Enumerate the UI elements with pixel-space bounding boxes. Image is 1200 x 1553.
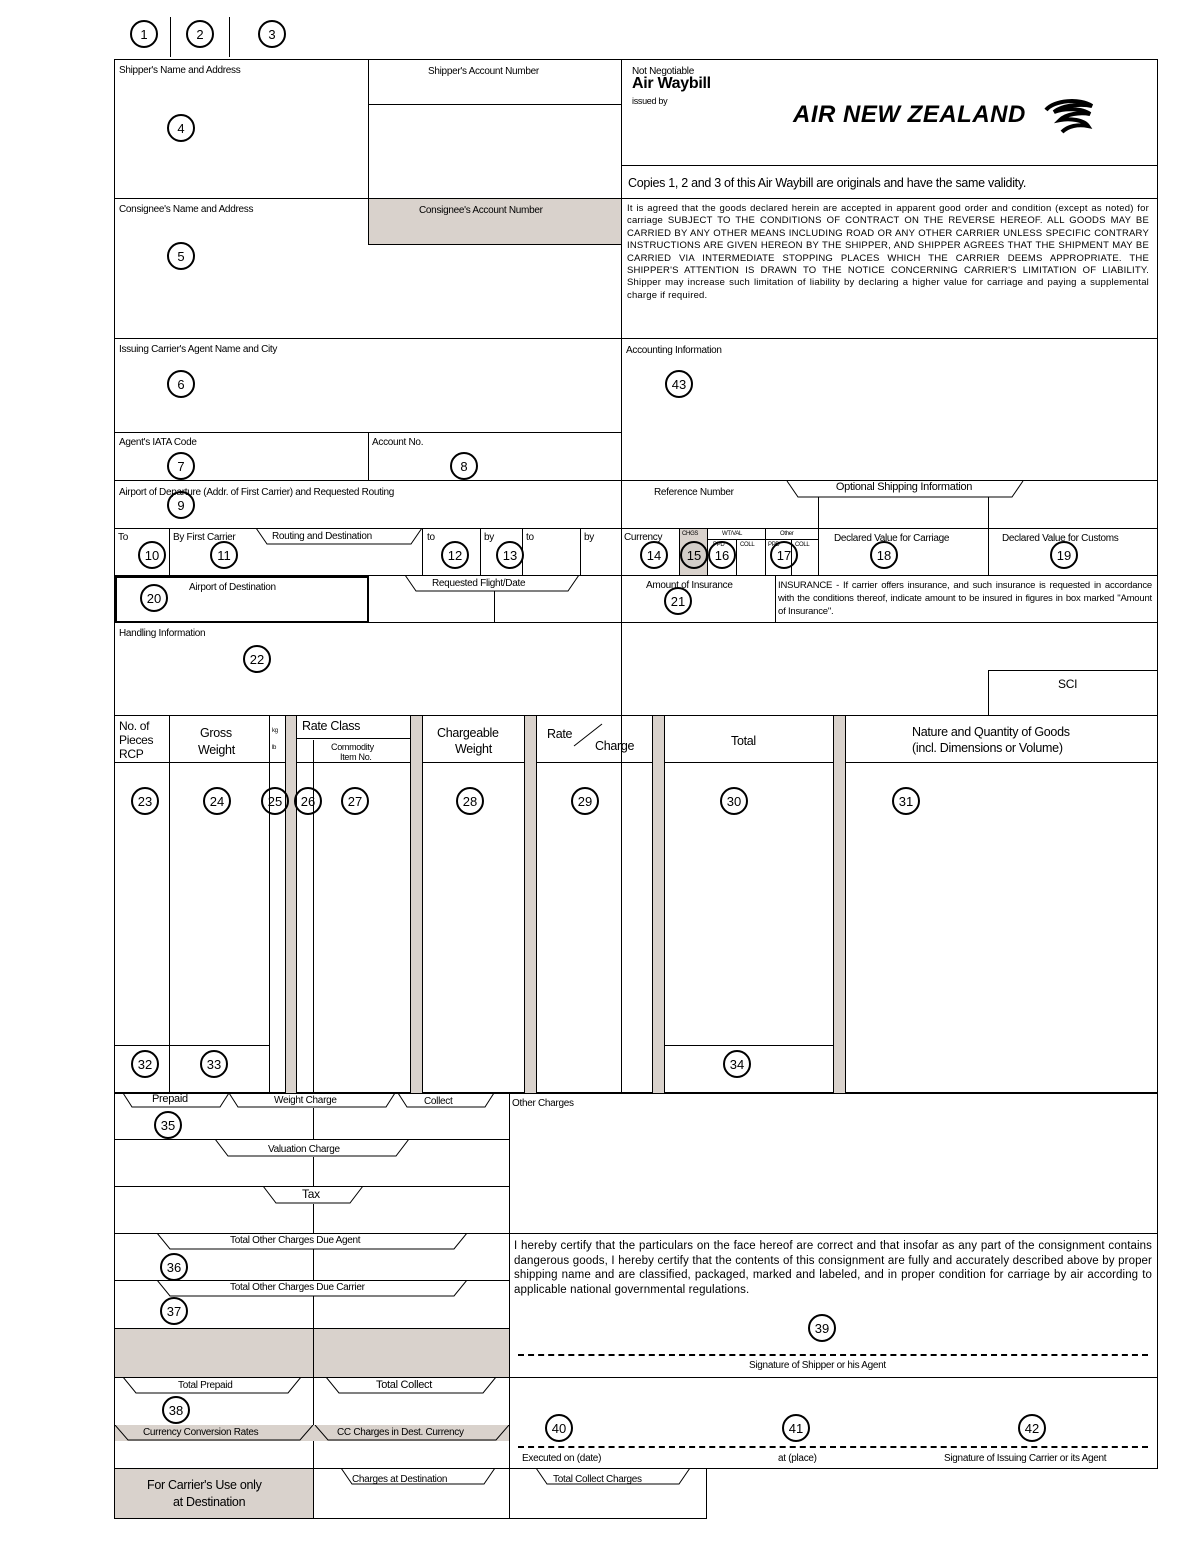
marker-4: 4 <box>167 114 195 142</box>
at-destination-label: at Destination <box>173 1495 246 1509</box>
consignee-name-label: Consignee's Name and Address <box>119 204 254 215</box>
marker-34: 34 <box>723 1050 751 1078</box>
marker-24: 24 <box>203 787 231 815</box>
ppd2-label: PPD <box>768 542 780 548</box>
shipper-name-label: Shipper's Name and Address <box>119 65 241 76</box>
marker-41: 41 <box>782 1414 810 1442</box>
at-place-label: at (place) <box>778 1453 817 1464</box>
marker-25: 25 <box>261 787 289 815</box>
other-charges-label: Other Charges <box>512 1098 574 1109</box>
declared-carriage-label: Declared Value for Carriage <box>834 533 950 544</box>
marker-11: 11 <box>210 541 238 569</box>
shipper-account-label: Shipper's Account Number <box>428 66 539 77</box>
divider <box>170 17 171 57</box>
marker-36: 36 <box>160 1253 188 1281</box>
carrier-use-shade <box>115 1469 313 1519</box>
agent-iata-label: Agent's IATA Code <box>119 437 197 448</box>
koru-logo-icon <box>1040 96 1098 136</box>
carrier-signature-label: Signature of Issuing Carrier or its Agent <box>944 1453 1107 1464</box>
marker-5: 5 <box>167 242 195 270</box>
valuation-label: Valuation Charge <box>268 1144 340 1155</box>
copies-note: Copies 1, 2 and 3 of this Air Waybill are originals and have the same validity. <box>628 176 1027 190</box>
prepaid-label: Prepaid <box>152 1093 188 1105</box>
marker-8: 8 <box>450 452 478 480</box>
marker-19: 19 <box>1050 541 1078 569</box>
conversion-label: Currency Conversion Rates <box>143 1427 259 1438</box>
total-collect-label: Total Collect <box>376 1379 433 1391</box>
chgs-label: CHGS <box>682 531 699 537</box>
marker-1: 1 <box>130 20 158 48</box>
consignee-account-label: Consignee's Account Number <box>419 205 543 216</box>
marker-21: 21 <box>664 587 692 615</box>
gross-label: Gross <box>200 726 232 740</box>
marker-12: 12 <box>441 541 469 569</box>
airport-destination-label: Airport of Destination <box>189 582 276 593</box>
total-label: Total <box>731 734 756 748</box>
marker-38: 38 <box>162 1396 190 1424</box>
marker-40: 40 <box>545 1414 573 1442</box>
coll2-label: COLL <box>795 542 810 548</box>
marker-16: 16 <box>708 541 736 569</box>
marker-15: 15 <box>680 541 708 569</box>
marker-27: 27 <box>341 787 369 815</box>
marker-23: 23 <box>131 787 159 815</box>
marker-14: 14 <box>640 541 668 569</box>
marker-22: 22 <box>243 645 271 673</box>
nature-dimensions-label: (incl. Dimensions or Volume) <box>912 741 1063 755</box>
shaded-block <box>115 1329 509 1377</box>
ppd-label: PPD <box>713 542 725 548</box>
nature-label: Nature and Quantity of Goods <box>912 725 1070 739</box>
marker-37: 37 <box>160 1297 188 1325</box>
rate-class-label: Rate Class <box>302 719 361 733</box>
marker-39: 39 <box>808 1314 836 1342</box>
shipper-signature-label: Signature of Shipper or his Agent <box>749 1360 886 1371</box>
to-label: To <box>118 532 128 543</box>
marker-10: 10 <box>138 541 166 569</box>
due-carrier-label: Total Other Charges Due Carrier <box>230 1282 365 1293</box>
marker-20: 20 <box>140 584 168 612</box>
lb-label: lb <box>272 745 277 751</box>
marker-32: 32 <box>131 1050 159 1078</box>
marker-35: 35 <box>154 1111 182 1139</box>
by3-label: by <box>584 532 594 543</box>
cc-charges-label: CC Charges in Dest. Currency <box>337 1427 464 1438</box>
to2-label: to <box>427 532 435 543</box>
routing-label: Routing and Destination <box>272 531 372 542</box>
marker-6: 6 <box>167 370 195 398</box>
marker-3: 3 <box>258 20 286 48</box>
flight-date-label: Requested Flight/Date <box>432 578 526 589</box>
carrier-use-label: For Carrier's Use only <box>147 1478 262 1492</box>
marker-43: 43 <box>665 370 693 398</box>
marker-2: 2 <box>186 20 214 48</box>
pieces-label: Pieces <box>119 733 154 747</box>
marker-29: 29 <box>571 787 599 815</box>
wtval-label: WT/VAL <box>722 531 743 537</box>
marker-42: 42 <box>1018 1414 1046 1442</box>
kg-label: kg <box>272 728 278 734</box>
coll-label: COLL <box>740 542 755 548</box>
handling-label: Handling Information <box>119 628 206 639</box>
weight-label: Weight <box>198 743 235 757</box>
charge-label: Charge <box>595 739 635 753</box>
charges-dest-label: Charges at Destination <box>352 1474 448 1485</box>
chargeable-label: Chargeable <box>437 726 499 740</box>
waybill-title: Air Waybill <box>632 75 711 92</box>
accounting-label: Accounting Information <box>626 345 722 356</box>
executed-on-label: Executed on (date) <box>522 1453 602 1464</box>
to3-label: to <box>526 532 534 543</box>
sci-label: SCI <box>1058 677 1078 691</box>
certification-text: I hereby certify that the particulars on the face hereof are correct and that insofar as any part of the consignment contains dangerous goods, I hereby certify that the contents of this consignment are fully and accurately described above by proper shipping name and are classified, packaged, marked and labeled, and in proper condition for carriage by air according to applicable national governmental regulations. <box>514 1240 1152 1296</box>
no-of-label: No. of <box>119 719 150 733</box>
conditions-of-contract: It is agreed that the goods declared herein are accepted in apparent good order and condition (except as noted) for carriage SUBJECT TO THE CONDITIONS OF CONTRACT ON THE REVERSE HEREOF. ALL GOODS MAY BE CARRIED BY ANY OTHER MEANS INCLUDING ROAD OR ANY OTHER CARRIER UNLESS SPECIFIC CONTRARY INSTRUCTIONS ARE GIVEN HEREON BY THE SHIPPER, AND SHIPPER AGREES THAT THE SHIPMENT MAY BE CARRIED VIA INTERMEDIATE STOPPING PLACES WHICH THE CARRIER DEEMS APPROPRIATE. THE SHIPPER'S ATTENTION IS DRAWN TO THE NOTICE CONCERNING CARRIER'S LIMITATION OF LIABILITY. Shipper may increase such limitation of liability by declaring a higher value for carriage and paying a supplemental charge if required. <box>627 203 1149 301</box>
account-no-label: Account No. <box>372 437 424 448</box>
first-carrier-label: By First Carrier <box>173 532 236 543</box>
insurance-note: INSURANCE - If carrier offers insurance, and such insurance is requested in accordance with the conditions thereof, indicate amount to be insured in figures in box marked "Amount of Insurance". <box>778 580 1152 617</box>
total-prepaid-label: Total Prepaid <box>178 1380 233 1391</box>
marker-7: 7 <box>167 452 195 480</box>
marker-30: 30 <box>720 787 748 815</box>
item-no-label: Item No. <box>340 752 372 762</box>
brand-name: AIR NEW ZEALAND <box>793 101 1026 128</box>
marker-31: 31 <box>892 787 920 815</box>
due-agent-label: Total Other Charges Due Agent <box>230 1235 361 1246</box>
departure-label: Airport of Departure (Addr. of First Carrier) and Requested Routing <box>119 487 395 498</box>
not-negotiable: Not Negotiable <box>632 66 694 77</box>
marker-28: 28 <box>456 787 484 815</box>
reference-label: Reference Number <box>654 487 734 498</box>
chargeable-weight-label: Weight <box>455 742 492 756</box>
rate-label: Rate <box>547 727 573 741</box>
total-collect-charges-label: Total Collect Charges <box>553 1474 642 1485</box>
agent-name-label: Issuing Carrier's Agent Name and City <box>119 344 278 355</box>
marker-33: 33 <box>200 1050 228 1078</box>
currency-label: Currency <box>624 532 663 543</box>
tax-label: Tax <box>302 1187 320 1201</box>
amount-insurance-label: Amount of Insurance <box>646 580 733 591</box>
weight-charge-label: Weight Charge <box>274 1095 337 1106</box>
shipper-signature-line <box>518 1354 1148 1356</box>
marker-17: 17 <box>770 541 798 569</box>
execution-line <box>518 1446 1148 1448</box>
other-label: Other <box>780 531 794 537</box>
declared-customs-label: Declared Value for Customs <box>1002 533 1119 544</box>
rcp-label: RCP <box>119 747 144 761</box>
optional-shipping-tab: Optional Shipping Information <box>835 481 973 493</box>
divider <box>229 17 230 57</box>
collect-label: Collect <box>424 1096 453 1107</box>
marker-9: 9 <box>167 491 195 519</box>
marker-18: 18 <box>870 541 898 569</box>
by2-label: by <box>484 532 494 543</box>
commodity-label: Commodity <box>331 742 374 752</box>
marker-13: 13 <box>496 541 524 569</box>
issued-by: issued by <box>632 96 668 106</box>
marker-26: 26 <box>294 787 322 815</box>
